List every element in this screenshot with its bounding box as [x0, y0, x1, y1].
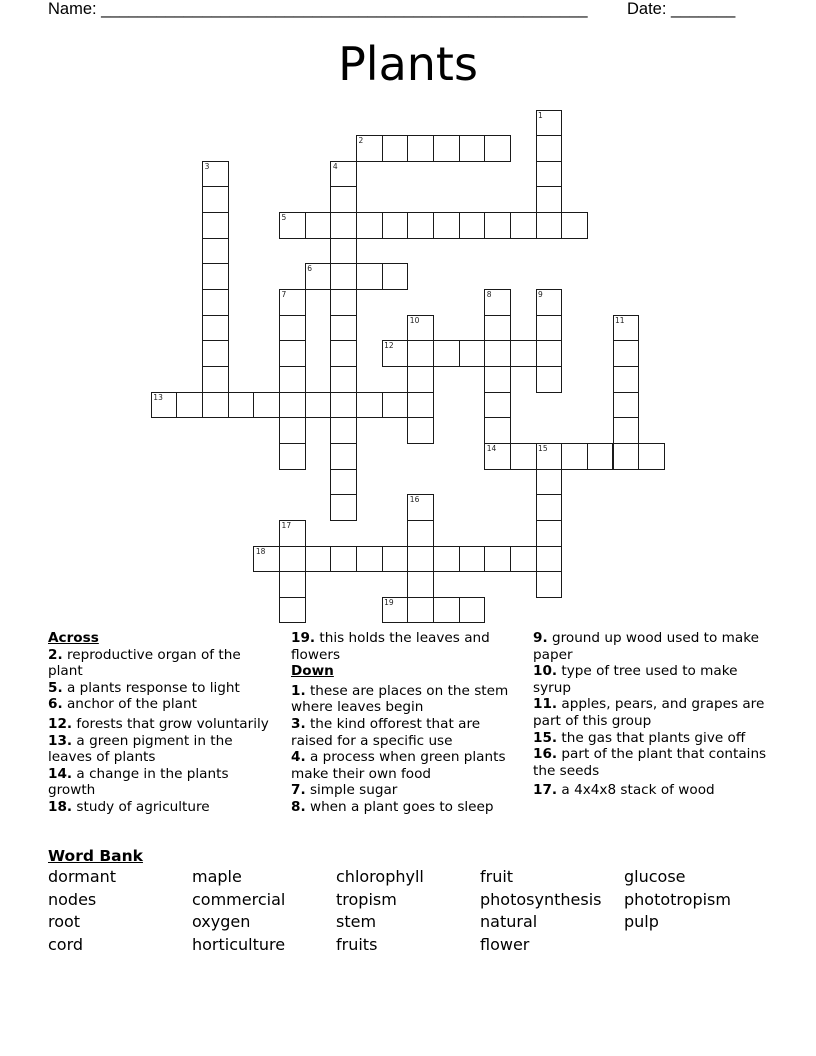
- clue-number: 5.: [48, 679, 63, 696]
- crossword-cell[interactable]: [613, 417, 640, 444]
- clue-text: the kind offorest that are raised for a specific use: [291, 715, 481, 749]
- crossword-cell[interactable]: [587, 443, 614, 470]
- crossword-cell[interactable]: [484, 340, 511, 367]
- crossword-cell[interactable]: [330, 340, 357, 367]
- clue-text: a 4x4x8 stack of wood: [561, 782, 715, 799]
- crossword-cell[interactable]: [202, 263, 229, 290]
- crossword-cell[interactable]: [382, 263, 409, 290]
- clue-number-label: 15: [538, 443, 548, 453]
- crossword-cell[interactable]: [305, 212, 332, 239]
- crossword-cell[interactable]: [382, 212, 409, 239]
- crossword-cell[interactable]: [330, 392, 357, 419]
- word-bank-item: root: [48, 912, 81, 932]
- crossword-cell[interactable]: [382, 392, 409, 419]
- clue-number: 8.: [291, 798, 306, 815]
- crossword-cell[interactable]: [305, 392, 332, 419]
- crossword-cell[interactable]: [536, 520, 563, 547]
- clue-across-19: [291, 630, 526, 663]
- clue-across-14: [48, 766, 278, 799]
- clue-down-1: [291, 683, 526, 716]
- crossword-cell[interactable]: [433, 212, 460, 239]
- clue-number: 1.: [291, 682, 306, 699]
- crossword-cell[interactable]: [407, 546, 434, 573]
- crossword-cell[interactable]: [536, 546, 563, 573]
- clue-number-label: 11: [615, 315, 625, 325]
- crossword-cell[interactable]: [536, 571, 563, 598]
- across-heading: Across: [48, 630, 99, 646]
- clue-number-label: 17: [281, 520, 292, 530]
- clue-text: forests that grow voluntarily: [76, 715, 269, 732]
- clue-text: ground up wood used to make paper: [533, 630, 759, 663]
- word-bank-item: pulp: [624, 912, 659, 932]
- clue-number: 10.: [533, 663, 558, 680]
- page-title: Plants: [338, 37, 478, 91]
- crossword-cell[interactable]: [382, 597, 409, 624]
- crossword-cell[interactable]: [407, 494, 434, 521]
- crossword-cell[interactable]: [484, 443, 511, 470]
- crossword-cell[interactable]: [330, 417, 357, 444]
- clues-column-2: [291, 630, 526, 816]
- crossword-cell[interactable]: [407, 366, 434, 393]
- crossword-cell[interactable]: [484, 289, 511, 316]
- crossword-cell[interactable]: [638, 443, 665, 470]
- clue-number: 14.: [48, 765, 73, 782]
- crossword-cell[interactable]: [536, 469, 563, 496]
- clue-number-label: 19: [384, 597, 394, 607]
- crossword-cell[interactable]: [279, 289, 306, 316]
- crossword-cell[interactable]: [330, 238, 357, 265]
- clue-down-16: [533, 746, 773, 779]
- crossword-cell[interactable]: [228, 392, 255, 419]
- crossword-cell[interactable]: [279, 597, 306, 624]
- crossword-cell[interactable]: [536, 494, 563, 521]
- word-bank-item: fruits: [336, 934, 378, 954]
- crossword-cell[interactable]: [305, 263, 332, 290]
- crossword-cell[interactable]: [536, 212, 563, 239]
- clue-down-8: [291, 799, 526, 816]
- clue-number: 2.: [48, 646, 63, 663]
- crossword-cell[interactable]: [459, 597, 486, 624]
- crossword-cell[interactable]: [536, 443, 563, 470]
- crossword-cell[interactable]: [484, 315, 511, 342]
- word-bank-item: maple: [192, 867, 242, 886]
- date-field[interactable]: Date: _______: [627, 0, 736, 18]
- crossword-cell[interactable]: [433, 546, 460, 573]
- down-heading: Down: [291, 663, 334, 680]
- crossword-cell[interactable]: [202, 186, 229, 213]
- word-bank-item: commercial: [192, 889, 286, 909]
- crossword-cell[interactable]: [459, 135, 486, 162]
- clue-text: this holds the leaves and flowers: [291, 630, 490, 663]
- clue-down-3: [291, 716, 526, 749]
- clue-number: 18.: [48, 798, 73, 815]
- crossword-cell[interactable]: [305, 546, 332, 573]
- crossword-cell[interactable]: [279, 212, 306, 239]
- crossword-cell[interactable]: [330, 546, 357, 573]
- crossword-cell[interactable]: [613, 366, 640, 393]
- clue-text: these are places on the stem where leaves begin: [291, 682, 509, 716]
- clue-across-12: [48, 716, 278, 733]
- clue-down-4: [291, 749, 526, 782]
- crossword-cell[interactable]: [536, 110, 563, 137]
- crossword-cell[interactable]: [330, 186, 357, 213]
- word-bank-item: chlorophyll: [336, 867, 424, 886]
- clue-text: study of agriculture: [76, 798, 210, 815]
- clue-text: part of the plant that contains the seeds: [533, 746, 767, 779]
- crossword-cell[interactable]: [407, 340, 434, 367]
- word-bank-heading: Word Bank: [48, 847, 143, 865]
- clue-text: a process when green plants make their own food: [291, 749, 506, 782]
- clue-text: a green pigment in the leaves of plants: [48, 732, 233, 766]
- crossword-cell[interactable]: [407, 135, 434, 162]
- crossword-cell[interactable]: [279, 520, 306, 547]
- clue-number: 4.: [291, 749, 306, 766]
- crossword-cell[interactable]: [279, 366, 306, 393]
- clue-number-label: 3: [204, 161, 210, 171]
- crossword-cell[interactable]: [407, 392, 434, 419]
- clue-number-label: 2: [358, 136, 364, 146]
- crossword-cell[interactable]: [202, 161, 229, 188]
- clue-across-6: [48, 696, 278, 713]
- crossword-cell[interactable]: [459, 212, 486, 239]
- clue-down-11: [533, 696, 773, 729]
- clue-number-label: 8: [486, 290, 492, 300]
- clue-number-label: 12: [384, 341, 394, 351]
- clue-text: type of tree used to make syrup: [533, 663, 738, 696]
- crossword-cell[interactable]: [253, 392, 280, 419]
- clue-number: 19.: [291, 630, 316, 646]
- word-bank-item: tropism: [336, 889, 397, 909]
- clue-text: anchor of the plant: [66, 696, 197, 713]
- word-bank-item: dormant: [48, 867, 117, 886]
- clue-across-18: [48, 799, 278, 816]
- word-bank-item: nodes: [48, 889, 97, 909]
- clue-number: 6.: [48, 696, 63, 713]
- crossword-cell[interactable]: [330, 289, 357, 316]
- clue-number: 12.: [48, 715, 73, 732]
- crossword-cell[interactable]: [459, 546, 486, 573]
- clue-number: 15.: [533, 729, 558, 746]
- crossword-cell[interactable]: [330, 161, 357, 188]
- clue-text: apples, pears, and grapes are part of this group: [533, 696, 765, 729]
- crossword-cell[interactable]: [407, 212, 434, 239]
- clue-number: 13.: [48, 732, 73, 749]
- crossword-cell[interactable]: [536, 315, 563, 342]
- crossword-cell[interactable]: [356, 212, 383, 239]
- crossword-cell[interactable]: [279, 546, 306, 573]
- word-bank-item: glucose: [624, 867, 686, 886]
- crossword-cell[interactable]: [510, 340, 537, 367]
- crossword-cell[interactable]: [433, 597, 460, 624]
- clue-number-label: 7: [281, 290, 287, 300]
- clue-number-label: 10: [409, 315, 420, 325]
- clue-text: the gas that plants give off: [561, 729, 746, 746]
- clue-number: 16.: [533, 746, 558, 763]
- clue-number-label: 4: [332, 161, 338, 171]
- crossword-cell[interactable]: [536, 135, 563, 162]
- word-bank-item: horticulture: [192, 934, 286, 954]
- crossword-cell[interactable]: [382, 340, 409, 367]
- clue-number-label: 5: [281, 213, 287, 223]
- crossword-cell[interactable]: [382, 135, 409, 162]
- crossword-cell[interactable]: [484, 366, 511, 393]
- clue-number-label: 16: [409, 495, 420, 505]
- crossword-cell[interactable]: [330, 443, 357, 470]
- word-bank-list: [48, 866, 768, 956]
- crossword-cell[interactable]: [202, 315, 229, 342]
- crossword-cell[interactable]: [382, 546, 409, 573]
- crossword-cell[interactable]: [613, 443, 640, 470]
- clue-number-label: 9: [538, 290, 543, 300]
- crossword-cell[interactable]: [484, 392, 511, 419]
- clue-number-label: 13: [153, 392, 163, 402]
- crossword-cell[interactable]: [356, 546, 383, 573]
- crossword-cell[interactable]: [356, 135, 383, 162]
- crossword-cell[interactable]: [407, 571, 434, 598]
- crossword-cell[interactable]: [407, 597, 434, 624]
- clue-across-2: [48, 647, 278, 680]
- crossword-cell[interactable]: [202, 289, 229, 316]
- crossword-cell[interactable]: [613, 315, 640, 342]
- crossword-cell[interactable]: [202, 392, 229, 419]
- clue-across-5: [48, 680, 278, 697]
- crossword-cell[interactable]: [536, 366, 563, 393]
- clue-number: 7.: [291, 782, 306, 799]
- word-bank-item: fruit: [480, 867, 514, 886]
- crossword-cell[interactable]: [459, 340, 486, 367]
- crossword-cell[interactable]: [330, 212, 357, 239]
- clue-down-15: [533, 730, 773, 747]
- crossword-cell[interactable]: [279, 315, 306, 342]
- clue-text: a plants response to light: [66, 679, 240, 696]
- crossword-cell[interactable]: [330, 263, 357, 290]
- clue-number: 11.: [533, 696, 558, 713]
- crossword-cell[interactable]: [536, 289, 563, 316]
- crossword-cell[interactable]: [279, 571, 306, 598]
- crossword-cell[interactable]: [330, 366, 357, 393]
- clue-number-label: 1: [538, 110, 543, 120]
- clue-number: 17.: [533, 782, 558, 799]
- crossword-cell[interactable]: [561, 443, 588, 470]
- crossword-cell[interactable]: [330, 494, 357, 521]
- word-bank: [48, 846, 768, 956]
- crossword-cell[interactable]: [279, 340, 306, 367]
- crossword-cell[interactable]: [279, 443, 306, 470]
- crossword-cell[interactable]: [433, 340, 460, 367]
- clues-column-3: [533, 630, 773, 799]
- crossword-cell[interactable]: [202, 238, 229, 265]
- crossword-cell[interactable]: [407, 520, 434, 547]
- crossword-cell[interactable]: [484, 135, 511, 162]
- crossword-cell[interactable]: [176, 392, 203, 419]
- word-bank-item: photosynthesis: [480, 889, 602, 909]
- clue-text: reproductive organ of the plant: [48, 646, 241, 680]
- crossword-cell[interactable]: [407, 315, 434, 342]
- crossword-cell[interactable]: [279, 392, 306, 419]
- clue-down-9: [533, 630, 773, 663]
- crossword-cell[interactable]: [510, 212, 537, 239]
- crossword-cell[interactable]: [151, 392, 178, 419]
- clue-down-7: [291, 782, 526, 799]
- clue-down-10: [533, 663, 773, 696]
- crossword-cell[interactable]: [510, 443, 537, 470]
- crossword-cell[interactable]: [356, 263, 383, 290]
- clue-number-label: 6: [307, 264, 312, 274]
- name-field[interactable]: Name: _____________________________________________________: [48, 0, 588, 18]
- crossword-cell[interactable]: [484, 417, 511, 444]
- crossword-cell[interactable]: [356, 392, 383, 419]
- crossword-cell[interactable]: [253, 546, 280, 573]
- crossword-cell[interactable]: [536, 186, 563, 213]
- word-bank-item: flower: [480, 934, 530, 954]
- crossword-cell[interactable]: [510, 546, 537, 573]
- crossword-cell[interactable]: [330, 315, 357, 342]
- clue-text: when a plant goes to sleep: [309, 798, 494, 815]
- crossword-cell[interactable]: [433, 135, 460, 162]
- clue-number-label: 18: [255, 546, 266, 556]
- crossword-cell[interactable]: [484, 546, 511, 573]
- clues-column-1: [48, 630, 278, 816]
- crossword-cell[interactable]: [202, 340, 229, 367]
- clue-number-label: 14: [486, 443, 497, 453]
- crossword-cell[interactable]: [407, 417, 434, 444]
- word-bank-item: stem: [336, 912, 377, 932]
- clue-number: 9.: [533, 630, 548, 646]
- crossword-cell[interactable]: [536, 161, 563, 188]
- word-bank-item: cord: [48, 934, 84, 954]
- clue-across-13: [48, 733, 278, 766]
- clue-down-17: [533, 782, 773, 799]
- crossword-cell[interactable]: [202, 366, 229, 393]
- crossword-cell[interactable]: [484, 212, 511, 239]
- crossword-cell[interactable]: [561, 212, 588, 239]
- crossword-cell[interactable]: [279, 417, 306, 444]
- crossword-cell[interactable]: [613, 392, 640, 419]
- word-bank-item: natural: [480, 912, 538, 932]
- crossword-cell[interactable]: [202, 212, 229, 239]
- word-bank-item: phototropism: [624, 889, 731, 909]
- clue-text: simple sugar: [309, 782, 398, 799]
- crossword-cell[interactable]: [613, 340, 640, 367]
- crossword-cell[interactable]: [536, 340, 563, 367]
- word-bank-item: oxygen: [192, 912, 251, 932]
- clue-number: 3.: [291, 715, 306, 732]
- crossword-cell[interactable]: [330, 469, 357, 496]
- clue-text: a change in the plants growth: [48, 765, 229, 799]
